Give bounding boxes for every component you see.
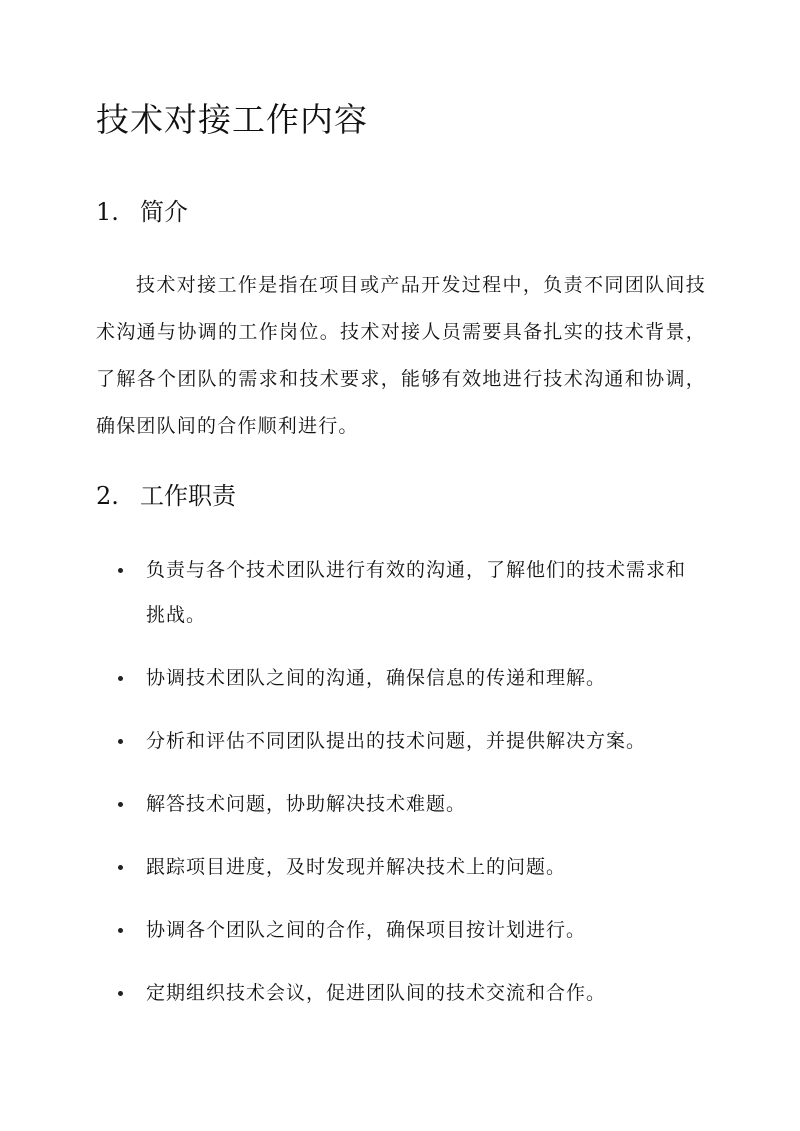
list-item — [118, 971, 698, 1016]
bullet-icon — [118, 739, 123, 744]
duties-list — [118, 548, 698, 1034]
list-item-text: 负责与各个技术团队进行有效的沟通，了解他们的技术需求和挑战。 — [146, 559, 687, 626]
list-item-text: 协调各个团队之间的合作，确保项目按计划进行。 — [146, 919, 587, 941]
list-item-text: 定期组织技术会议，促进团队间的技术交流和合作。 — [146, 982, 607, 1004]
list-item — [118, 719, 698, 764]
intro-paragraph: 技术对接工作是指在项目或产品开发过程中，负责不同团队间技术沟通与协调的工作岗位。技术对接人员需要具备扎实的技术背景，了解各个团队的需求和技术要求，能够有效地进行技术沟通和协调，确保团队间的合作顺利进行。 — [96, 274, 706, 437]
list-item — [118, 908, 698, 953]
list-item — [118, 548, 698, 638]
bullet-icon — [118, 802, 123, 807]
section-heading-intro — [96, 194, 188, 230]
bullet-icon — [118, 568, 123, 573]
bullet-icon — [118, 865, 123, 870]
bullet-icon — [118, 676, 123, 681]
list-item-text: 分析和评估不同团队提出的技术问题，并提供解决方案。 — [146, 730, 647, 752]
list-item — [118, 845, 698, 890]
list-item — [118, 656, 698, 701]
section-number: 2. — [96, 482, 119, 510]
document-title: 技术对接工作内容 — [96, 100, 368, 139]
bullet-icon — [118, 928, 123, 933]
list-item-text: 跟踪项目进度，及时发现并解决技术上的问题。 — [146, 856, 567, 878]
list-item-text: 协调技术团队之间的沟通，确保信息的传递和理解。 — [146, 667, 607, 689]
bullet-icon — [118, 991, 123, 996]
section-number: 1. — [96, 198, 119, 226]
section-title: 工作职责 — [140, 482, 236, 510]
section-title: 简介 — [140, 198, 188, 226]
section-heading-duties — [96, 478, 236, 514]
list-item — [118, 782, 698, 827]
list-item-text: 解答技术问题，协助解决技术难题。 — [146, 793, 467, 815]
